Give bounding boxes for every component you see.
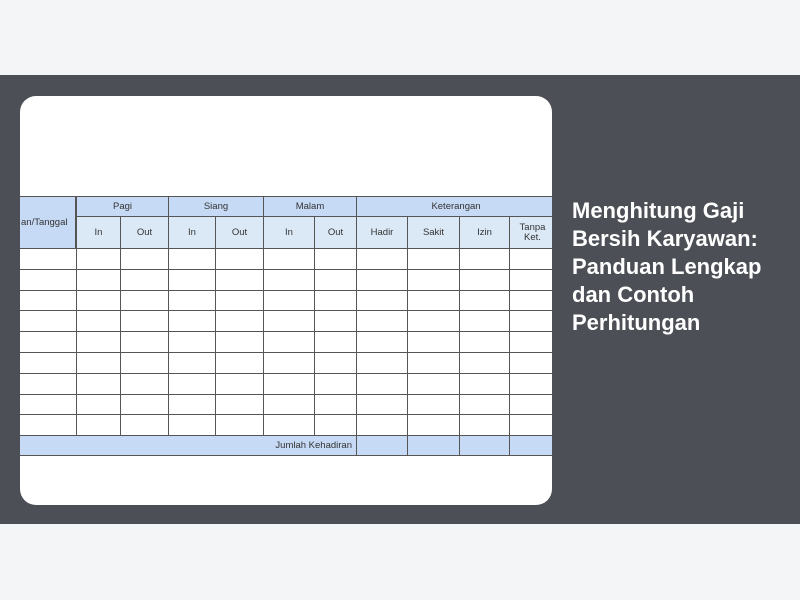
table-cell: [120, 331, 169, 353]
table-cell: [168, 414, 216, 436]
table-cell: [407, 414, 460, 436]
table-cell: [215, 352, 264, 374]
table-cell: [20, 248, 77, 270]
table-cell: [459, 248, 510, 270]
table-cell: [407, 394, 460, 416]
table-cell: [76, 394, 121, 416]
table-cell: [509, 352, 552, 374]
article-title[interactable]: Menghitung Gaji Bersih Karyawan: Panduan Lengkap dan Contoh Perhitungan: [572, 198, 762, 335]
table-cell: [215, 331, 264, 353]
table-cell: [356, 310, 408, 332]
table-cell: [120, 394, 169, 416]
table-cell: [120, 310, 169, 332]
table-cell: [263, 331, 315, 353]
table-cell: [407, 331, 460, 353]
table-cell: [168, 352, 216, 374]
table-cell: [509, 310, 552, 332]
table-cell: [314, 248, 357, 270]
subheader-siang-in: In: [168, 216, 216, 249]
table-cell: [356, 331, 408, 353]
table-cell: [76, 373, 121, 395]
table-cell: [215, 269, 264, 291]
table-cell: [407, 290, 460, 312]
table-cell: [459, 352, 510, 374]
table-cell: [509, 269, 552, 291]
group-header-siang: Siang: [168, 196, 264, 217]
table-cell: [20, 352, 77, 374]
table-cell: [263, 248, 315, 270]
table-cell: [120, 290, 169, 312]
subheader-pagi-out: Out: [120, 216, 169, 249]
table-cell: [20, 269, 77, 291]
table-cell: [314, 269, 357, 291]
table-cell: [459, 331, 510, 353]
attendance-sheet-image: [20, 96, 552, 505]
table-cell: [459, 269, 510, 291]
table-cell: [168, 248, 216, 270]
table-cell: [356, 352, 408, 374]
table-cell: [509, 331, 552, 353]
table-cell: [509, 414, 552, 436]
footer-sakit: [407, 435, 460, 456]
subheader-izin: Izin: [459, 216, 510, 249]
table-cell: [263, 269, 315, 291]
table-cell: [407, 310, 460, 332]
table-cell: [263, 310, 315, 332]
table-cell: [459, 373, 510, 395]
table-cell: [215, 248, 264, 270]
table-cell: [168, 373, 216, 395]
footer-tanpa-ket: [509, 435, 552, 456]
table-cell: [168, 394, 216, 416]
table-cell: [407, 352, 460, 374]
table-cell: [407, 373, 460, 395]
footer-izin: [459, 435, 510, 456]
table-cell: [76, 352, 121, 374]
table-cell: [509, 373, 552, 395]
table-cell: [314, 352, 357, 374]
footer-label: Jumlah Kehadiran: [20, 435, 357, 456]
table-cell: [76, 414, 121, 436]
table-cell: [314, 310, 357, 332]
table-cell: [120, 373, 169, 395]
subheader-malam-out: Out: [314, 216, 357, 249]
table-cell: [459, 290, 510, 312]
table-cell: [76, 248, 121, 270]
table-cell: [76, 290, 121, 312]
table-cell: [20, 310, 77, 332]
table-cell: [215, 373, 264, 395]
subheader-pagi-in: In: [76, 216, 121, 249]
table-cell: [215, 310, 264, 332]
table-cell: [509, 248, 552, 270]
table-cell: [120, 269, 169, 291]
table-cell: [120, 248, 169, 270]
table-cell: [215, 290, 264, 312]
table-cell: [314, 373, 357, 395]
table-cell: [509, 290, 552, 312]
table-cell: [407, 269, 460, 291]
table-cell: [356, 414, 408, 436]
table-cell: [314, 331, 357, 353]
table-cell: [459, 414, 510, 436]
table-cell: [120, 352, 169, 374]
table-cell: [263, 373, 315, 395]
table-cell: [168, 331, 216, 353]
table-cell: [356, 394, 408, 416]
table-cell: [20, 331, 77, 353]
attendance-table: [20, 96, 552, 505]
table-cell: [215, 394, 264, 416]
table-cell: [314, 290, 357, 312]
subheader-hadir: Hadir: [356, 216, 408, 249]
subheader-tanpa-ket: Tanpa Ket.: [509, 216, 552, 249]
table-cell: [20, 414, 77, 436]
table-cell: [356, 373, 408, 395]
table-cell: [215, 414, 264, 436]
group-header-keterangan: Keterangan: [356, 196, 552, 217]
table-cell: [356, 269, 408, 291]
footer-hadir: [356, 435, 408, 456]
table-cell: [168, 290, 216, 312]
table-cell: [263, 352, 315, 374]
table-cell: [20, 373, 77, 395]
table-cell: [20, 394, 77, 416]
table-cell: [356, 248, 408, 270]
table-cell: [314, 394, 357, 416]
table-cell: [459, 394, 510, 416]
table-cell: [356, 290, 408, 312]
group-header-pagi: Pagi: [76, 196, 169, 217]
subheader-malam-in: In: [263, 216, 315, 249]
group-header-malam: Malam: [263, 196, 357, 217]
date-column-header: an/Tanggal: [20, 196, 76, 249]
table-cell: [407, 248, 460, 270]
table-cell: [168, 310, 216, 332]
table-cell: [263, 414, 315, 436]
subheader-siang-out: Out: [215, 216, 264, 249]
table-cell: [168, 269, 216, 291]
table-cell: [120, 414, 169, 436]
table-cell: [76, 331, 121, 353]
table-cell: [20, 290, 77, 312]
table-cell: [263, 394, 315, 416]
table-cell: [509, 394, 552, 416]
table-cell: [459, 310, 510, 332]
table-cell: [76, 310, 121, 332]
table-cell: [76, 269, 121, 291]
table-cell: [314, 414, 357, 436]
table-cell: [263, 290, 315, 312]
subheader-sakit: Sakit: [407, 216, 460, 249]
